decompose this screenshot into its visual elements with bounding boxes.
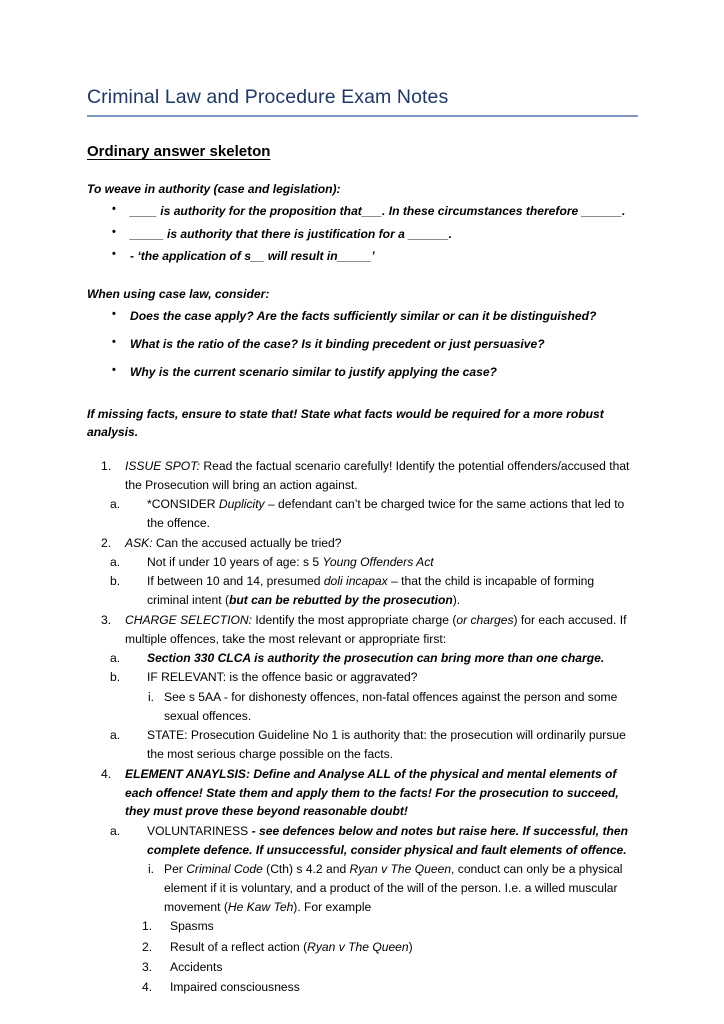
outline-substep [110,726,638,764]
text-run: Young Offenders Act [322,554,434,569]
authority-lead-paragraph: To weave in authority (case and legislation): [87,181,341,196]
list-item-text [164,690,617,723]
list-marker: 3. [101,612,112,627]
text-run: , conduct can only be a physical element if it is voluntary, and a product of the will of the person. I.e. a willed muscular movement ( [164,862,623,915]
text-run: (Cth) s 4.2 and [262,862,350,877]
text-run: doli incapax [323,574,388,589]
list-item-text [125,767,619,819]
list-item-text [125,536,341,550]
page-title: Criminal Law and Procedure Exam Notes [87,86,449,108]
list-item-text [147,728,626,761]
outline-substep [142,978,638,998]
outline-substep [142,917,638,937]
text-run: Spasms [170,919,214,934]
outline-substep [142,958,638,978]
text-run: ) for each accused. If multiple offences, take the most relevant or appropriate first: [125,612,627,646]
caselaw-bullet-item: • Why is the current scenario similar to justify applying the case? [87,363,638,382]
text-run: ISSUE SPOT: [125,458,201,473]
text-run: Result of a reflect action ( [170,939,308,954]
caselaw-bullet-list [87,307,638,381]
outline-sublist-level-2 [87,553,638,610]
text-run: STATE: Prosecution Guideline No 1 is authority that: the prosecution will ordinarily pursue the most serious charge possible on the facts. [147,728,626,762]
text-run: ELEMENT ANAYLSIS: Define and Analyse ALL of the physical and mental elements of each offence! State them and apply them to the facts! For the prosecution to succeed, they must prove these beyond reasonable doubt! [125,766,619,819]
list-item-text [125,613,626,646]
list-item-text [147,651,604,665]
caselaw-bullet-item: • Does the case apply? Are the facts sufficiently similar or can it be distinguished? [87,307,638,326]
list-marker: 1. [101,458,112,473]
text-run: – that the child is incapable of forming criminal intent ( [147,574,595,608]
text-run: ). For example [293,900,372,915]
list-marker: 2. [142,939,153,954]
outline-sublist-level-4 [87,917,638,997]
outline-sublist-level-3 [87,688,638,726]
list-item-text [125,459,629,492]
list-item-text [170,940,413,954]
authority-bullet-list [87,202,638,266]
outline-step [87,765,638,822]
list-marker: a. [110,554,121,569]
text-run: or charges [456,612,514,627]
text-run: ). [452,593,461,608]
title-divider [87,115,638,117]
outline-substep [135,688,638,726]
caselaw-lead-paragraph: When using case law, consider: [87,286,270,301]
outline-substep [110,495,638,533]
list-marker: 2. [101,535,112,550]
list-item-text [147,497,624,530]
list-item-text [170,960,222,974]
text-run: Accidents [170,959,223,974]
text-run: VOLUNTARINESS [147,823,252,838]
list-item-text [147,824,628,857]
authority-bullet-item: • ____ is authority for the proposition that___. In these circumstances therefore ______. [87,202,638,221]
outline-sublist-level-2 [87,649,638,687]
text-run: *CONSIDER [147,497,219,512]
list-marker: a. [110,823,121,838]
text-run: Section 330 CLCA is authority the prosecution can bring more than one charge. [147,651,605,666]
list-marker: b. [110,670,121,685]
outline-substep [110,572,638,610]
text-run: Ryan v The Queen [307,939,409,954]
text-run: CHARGE SELECTION: [125,612,253,627]
list-marker: 1. [142,919,153,934]
text-run: Duplicity [218,497,265,512]
text-run: Can the accused actually be tried? [152,535,342,550]
text-run: but can be rebutted by the prosecution [229,593,453,608]
list-item-text [170,919,214,933]
list-marker: a. [110,728,121,743]
text-run: – defendant can’t be charged twice for the same actions that led to the offence. [147,497,625,531]
outline-sublist-level-2 [87,726,638,764]
list-marker: i. [147,689,154,704]
list-item-text [147,670,417,684]
text-run: ASK: [125,535,153,550]
outline-substep [110,668,638,687]
authority-bullet-item: • - ‘the application of s__ will result in_____’ [87,247,638,266]
text-run: Not if under 10 years of age: s 5 [147,554,323,569]
text-run: Impaired consciousness [170,979,300,994]
outline-sublist-level-2 [87,822,638,860]
outline-step [87,534,638,553]
list-item-text [147,555,434,569]
list-item-text [164,862,622,914]
text-run: - see defences below and notes but raise here. If successful, then complete defence. If unsuccessful, consider physical and fault elements of offence. [147,823,628,857]
outline-step [87,457,638,495]
list-marker: b. [110,574,121,589]
text-run: Per [164,862,187,877]
outline-substep [110,553,638,572]
list-marker: i. [147,862,154,877]
outline-substep [110,649,638,668]
section-heading [87,143,638,161]
list-item-text [170,980,300,994]
text-run: Criminal Code [186,862,263,877]
text-run: IF RELEVANT: is the offence basic or aggravated? [147,670,418,685]
text-run: Read the factual scenario carefully! Identify the potential offenders/accused that the Prosecution will bring an action against. [125,458,630,492]
caselaw-bullet-item: • What is the ratio of the case? Is it binding precedent or just persuasive? [87,335,638,354]
outline-substep [135,860,638,917]
text-run: ) [408,939,413,954]
outline-step [87,611,638,649]
text-run: See s 5AA - for dishonesty offences, non-fatal offences against the person and some sexual offences. [164,689,618,723]
outline-sublist-level-3 [87,860,638,917]
list-marker: a. [110,497,121,512]
list-item-text [147,574,594,607]
outline-sublist-level-2 [87,495,638,533]
list-marker: 3. [142,959,153,974]
list-marker: 4. [101,766,112,781]
outline-substep [110,822,638,860]
text-run: If between 10 and 14, presumed [147,574,324,589]
missing-facts-paragraph: If missing facts, ensure to state that! State what facts would be required for a more robust analysis. [87,407,604,440]
section-heading-text: Ordinary answer skeleton [87,142,271,160]
list-marker: a. [110,651,121,666]
authority-bullet-item: • _____ is authority that there is justification for a ______. [87,225,638,244]
text-run: He Kaw Teh [227,900,294,915]
text-run: Identify the most appropriate charge ( [252,612,457,627]
list-marker: 4. [142,979,153,994]
steps-outline [87,457,638,997]
outline-substep [142,938,638,958]
text-run: Ryan v The Queen [349,862,452,877]
